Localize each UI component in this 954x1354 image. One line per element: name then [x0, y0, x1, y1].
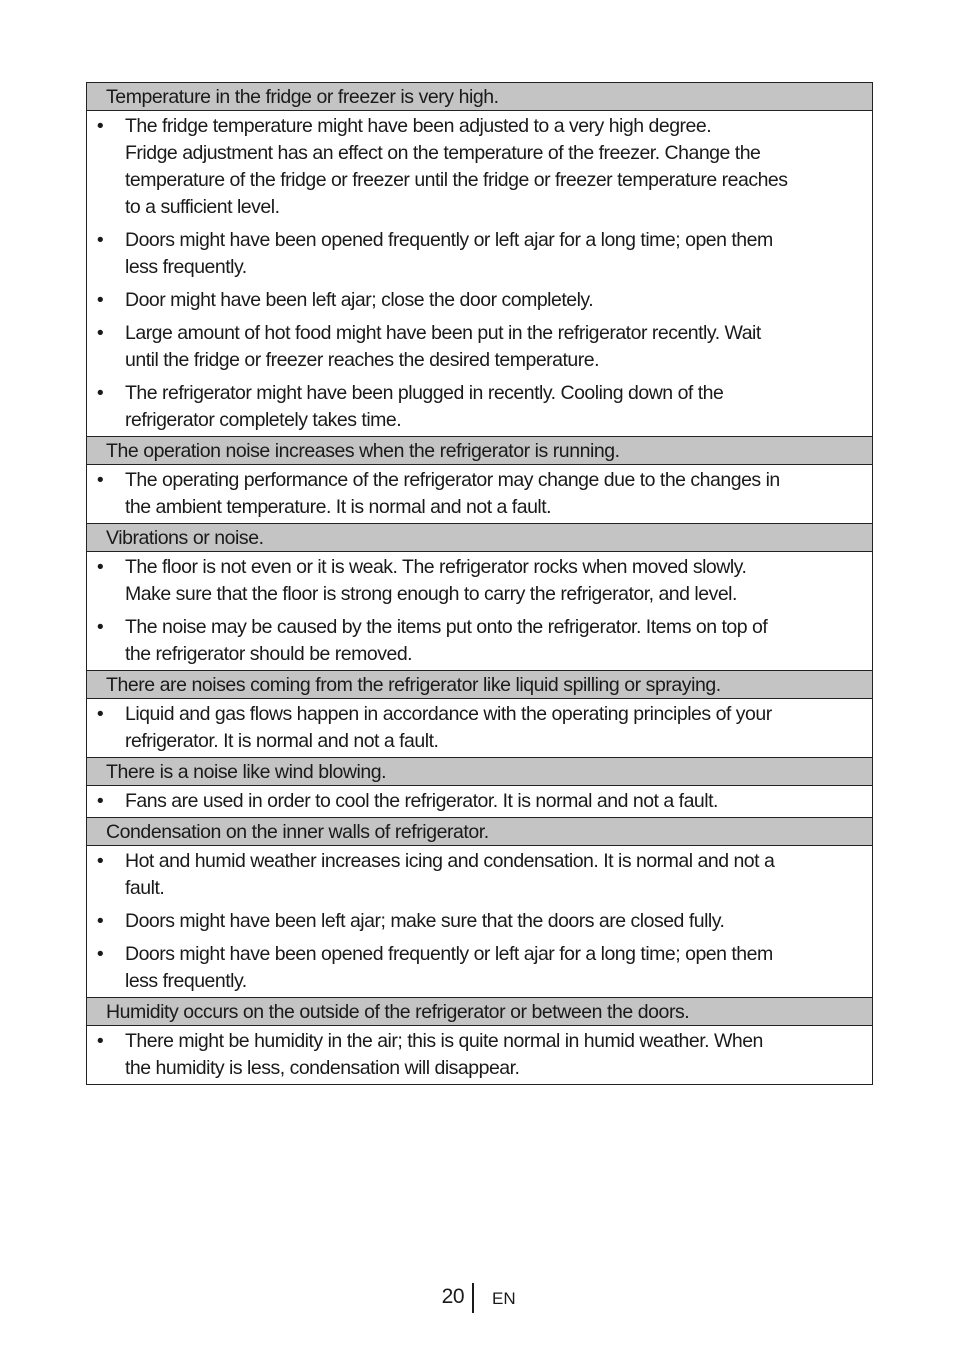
- list-item-text: less frequently.: [125, 256, 247, 278]
- list-item: [87, 614, 864, 668]
- list-item: [87, 1028, 864, 1082]
- list-item: [87, 848, 864, 902]
- list-item-text: refrigerator. It is normal and not a fault.: [125, 730, 439, 752]
- list-item: [87, 908, 864, 935]
- list-item-text: fault.: [125, 877, 165, 899]
- list-item-text: There might be humidity in the air; this is quite normal in humid weather. When: [125, 1030, 763, 1052]
- list-item-text: temperature of the fridge or freezer until the fridge or freezer temperature reaches: [125, 169, 788, 191]
- page-number: 20: [441, 1285, 464, 1308]
- section-body: [87, 552, 872, 671]
- list-item: [87, 788, 864, 815]
- list-item: [87, 467, 864, 521]
- list-item-text: Hot and humid weather increases icing and condensation. It is normal and not a: [125, 850, 775, 872]
- section-body: [87, 846, 872, 998]
- list-item: [87, 554, 864, 608]
- list-item-text: Fridge adjustment has an effect on the temperature of the freezer. Change the: [125, 142, 761, 164]
- section-header: There is a noise like wind blowing.: [87, 758, 872, 786]
- bullet-icon: •: [96, 910, 104, 932]
- list-item-text: the humidity is less, condensation will disappear.: [125, 1057, 520, 1079]
- list-item-text: Doors might have been opened frequently or left ajar for a long time; open them: [125, 943, 773, 965]
- bullet-icon: •: [96, 943, 104, 965]
- list-item-text: the refrigerator should be removed.: [125, 643, 413, 665]
- section-header: The operation noise increases when the refrigerator is running.: [87, 437, 872, 465]
- troubleshooting-table: [86, 82, 873, 1085]
- bullet-icon: •: [96, 616, 104, 638]
- section-body: [87, 1026, 872, 1084]
- bullet-icon: •: [96, 229, 104, 251]
- section-body: [87, 111, 872, 437]
- list-item: [87, 380, 864, 434]
- bullet-icon: •: [96, 289, 104, 311]
- section-body: [87, 786, 872, 818]
- bullet-icon: •: [96, 703, 104, 725]
- bullet-icon: •: [96, 115, 104, 137]
- bullet-icon: •: [96, 382, 104, 404]
- list-item: [87, 320, 864, 374]
- bullet-icon: •: [96, 850, 104, 872]
- bullet-icon: •: [96, 1030, 104, 1052]
- section-header: There are noises coming from the refrigerator like liquid spilling or spraying.: [87, 671, 872, 699]
- list-item-text: The floor is not even or it is weak. The refrigerator rocks when moved slowly.: [125, 556, 747, 578]
- list-item-text: Fans are used in order to cool the refrigerator. It is normal and not a fault.: [125, 790, 718, 812]
- list-item: [87, 287, 864, 314]
- footer-divider: [472, 1283, 474, 1313]
- list-item-text: to a sufficient level.: [125, 196, 280, 218]
- section-header: Humidity occurs on the outside of the refrigerator or between the doors.: [87, 998, 872, 1026]
- bullet-icon: •: [96, 556, 104, 578]
- list-item-text: Make sure that the floor is strong enough to carry the refrigerator, and level.: [125, 583, 737, 605]
- list-item: [87, 701, 864, 755]
- list-item-text: The refrigerator might have been plugged in recently. Cooling down of the: [125, 382, 724, 404]
- list-item-text: The noise may be caused by the items put onto the refrigerator. Items on top of: [125, 616, 768, 638]
- list-item-text: refrigerator completely takes time.: [125, 409, 402, 431]
- language-label: EN: [492, 1289, 516, 1308]
- list-item-text: less frequently.: [125, 970, 247, 992]
- list-item-text: Liquid and gas flows happen in accordance with the operating principles of your: [125, 703, 772, 725]
- section-body: [87, 465, 872, 524]
- page-footer: [0, 1283, 954, 1315]
- list-item-text: the ambient temperature. It is normal and not a fault.: [125, 496, 552, 518]
- list-item: [87, 941, 864, 995]
- bullet-icon: •: [96, 469, 104, 491]
- list-item: [87, 227, 864, 281]
- list-item-text: Doors might have been opened frequently or left ajar for a long time; open them: [125, 229, 773, 251]
- list-item-text: Doors might have been left ajar; make sure that the doors are closed fully.: [125, 910, 725, 932]
- section-header: Condensation on the inner walls of refrigerator.: [87, 818, 872, 846]
- list-item-text: until the fridge or freezer reaches the desired temperature.: [125, 349, 600, 371]
- list-item-text: Door might have been left ajar; close the door completely.: [125, 289, 594, 311]
- bullet-icon: •: [96, 790, 104, 812]
- list-item-text: Large amount of hot food might have been put in the refrigerator recently. Wait: [125, 322, 761, 344]
- list-item-text: The fridge temperature might have been adjusted to a very high degree.: [125, 115, 712, 137]
- list-item-text: The operating performance of the refrigerator may change due to the changes in: [125, 469, 780, 491]
- bullet-icon: •: [96, 322, 104, 344]
- list-item: [87, 113, 864, 221]
- section-header: Temperature in the fridge or freezer is very high.: [87, 83, 872, 111]
- section-body: [87, 699, 872, 758]
- section-header: Vibrations or noise.: [87, 524, 872, 552]
